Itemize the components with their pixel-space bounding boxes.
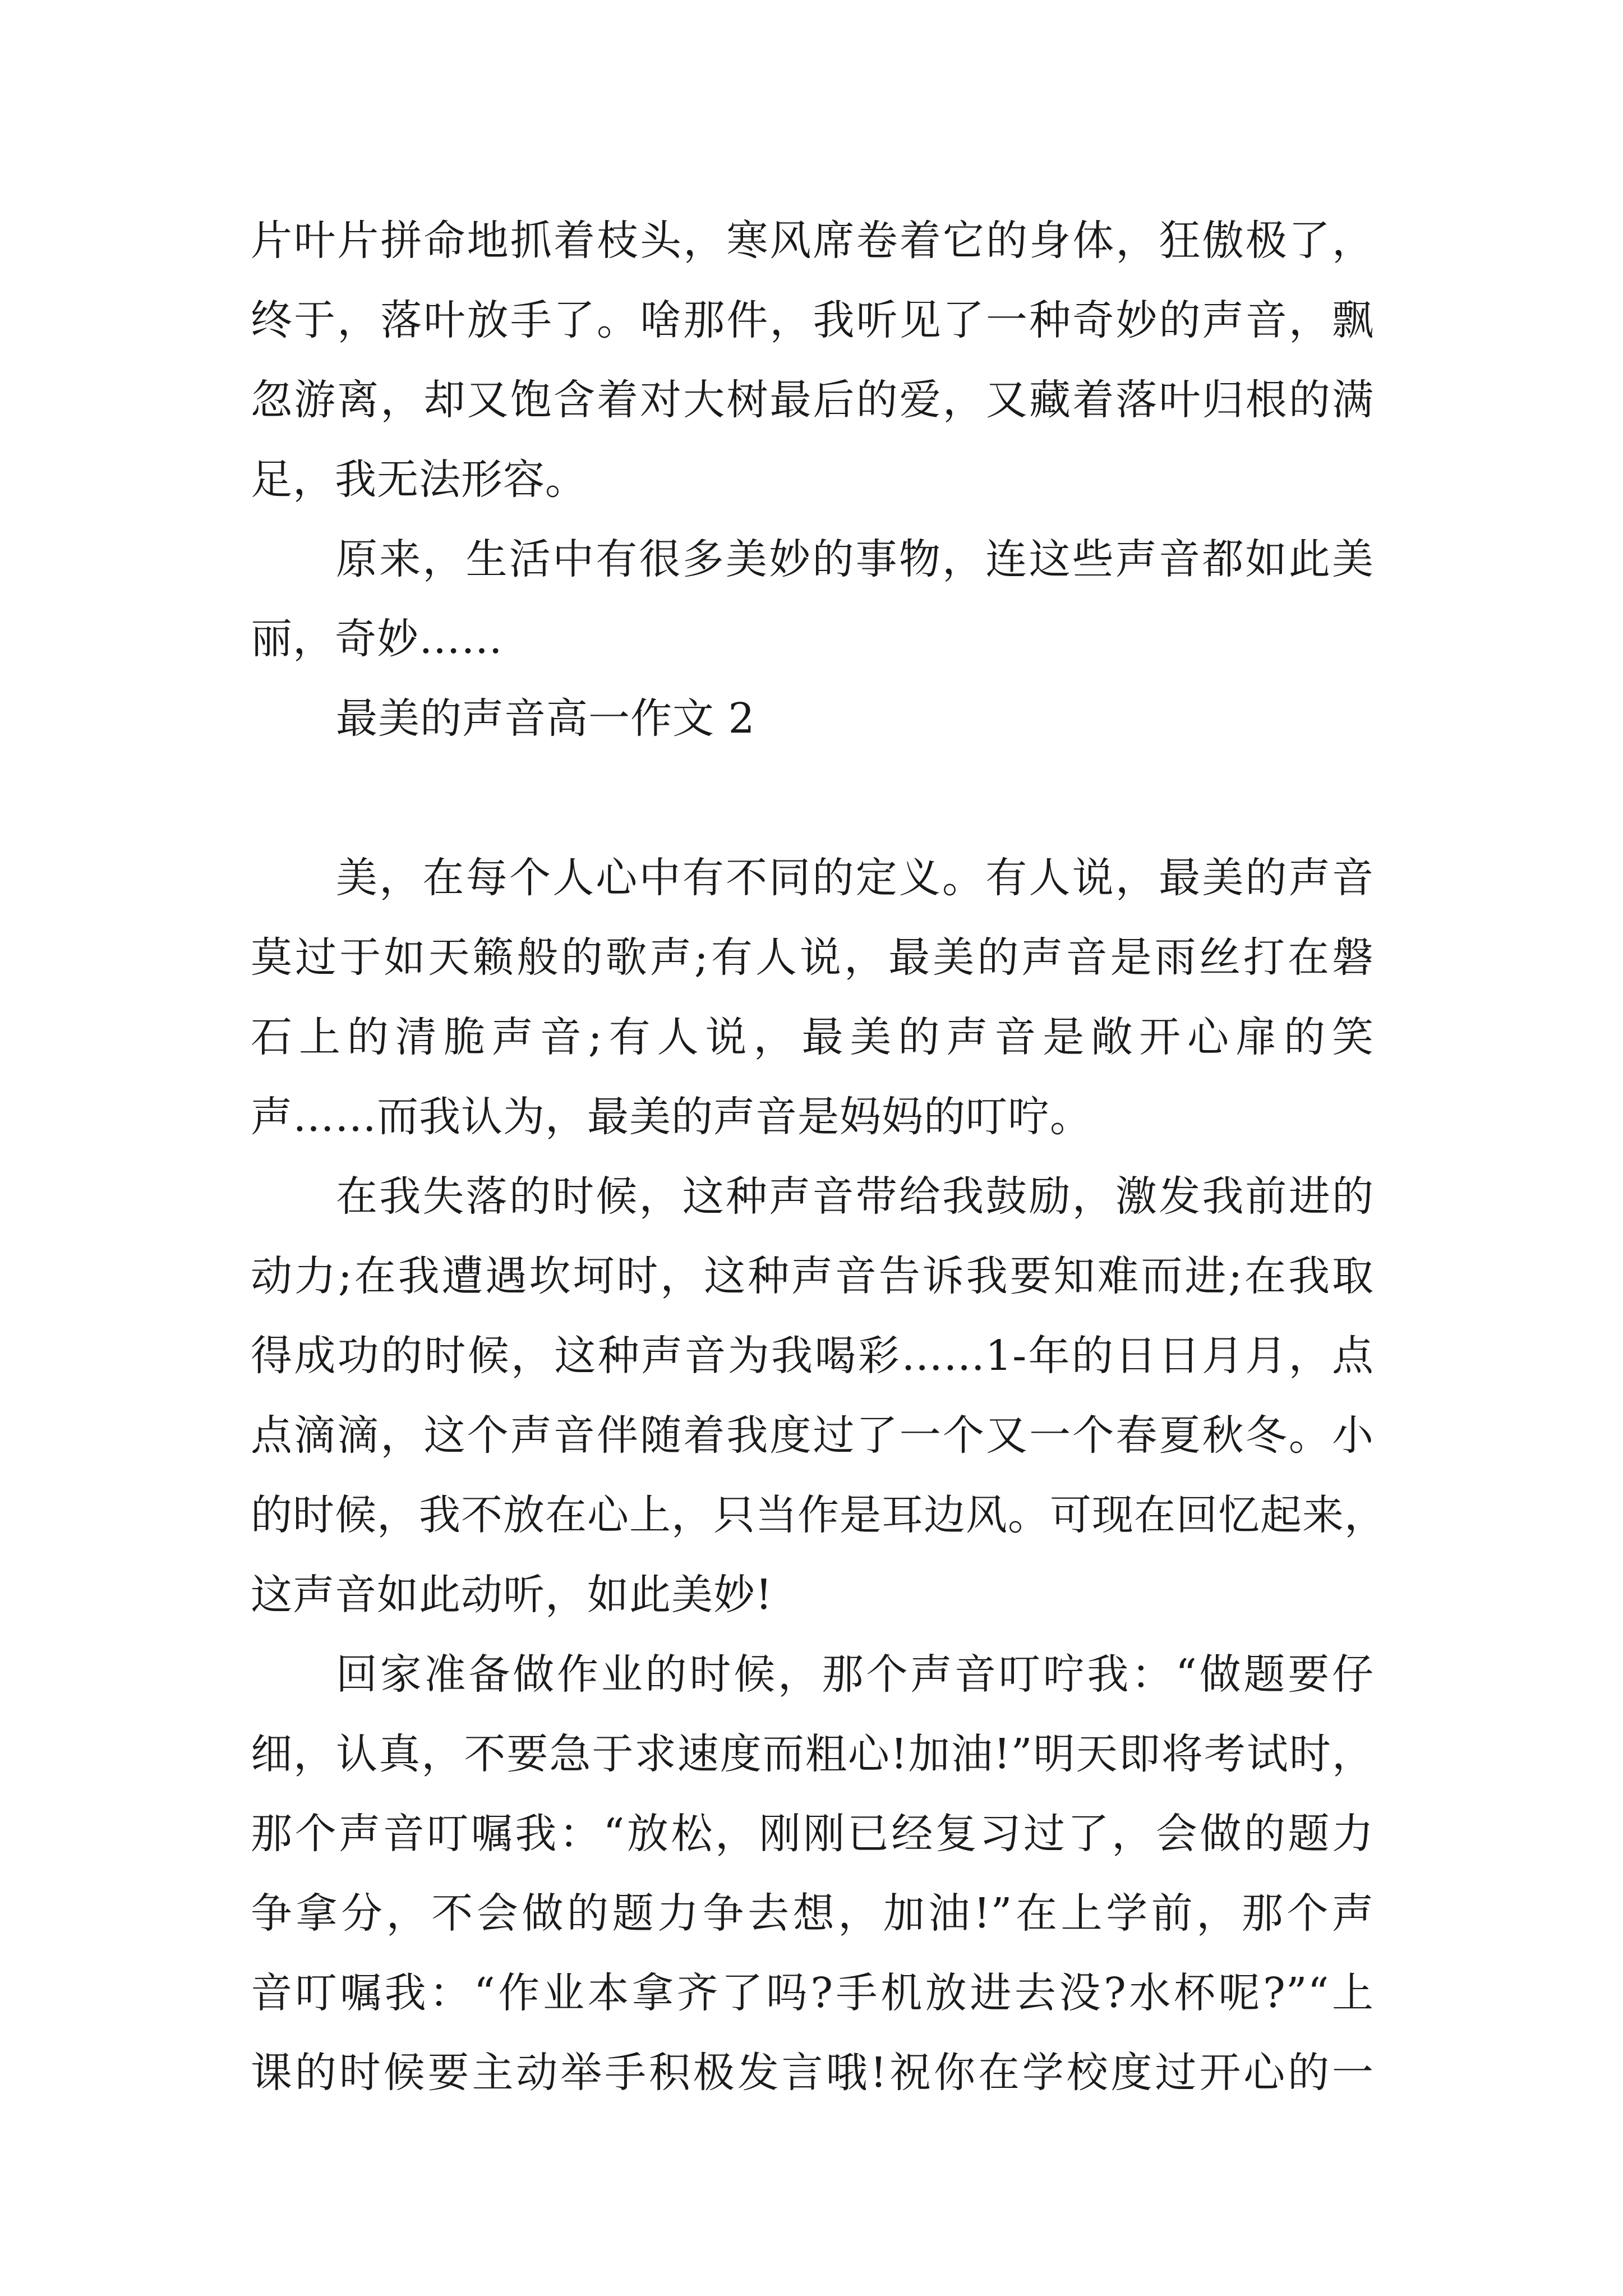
paragraph-definition — [251, 838, 1374, 1157]
text-line: 点滴滴，这个声音伴随着我度过了一个又一个春夏秋冬。小 — [251, 1411, 1374, 1460]
text-line: 的时候，我不放在心上，只当作是耳边风。可现在回忆起来， — [251, 1491, 1386, 1539]
text-line: 莫过于如天籁般的歌声;有人说，最美的声音是雨丝打在磐 — [251, 933, 1374, 982]
text-line: 这声音如此动听，如此美妙! — [251, 1571, 773, 1619]
text-line: 那个声音叮嘱我：“放松，刚刚已经复习过了，会做的题力 — [251, 1810, 1374, 1858]
text-line: 片叶片拼命地抓着枝头，寒风席卷着它的身体，狂傲极了， — [251, 217, 1374, 265]
text-line: 忽游离，却又饱含着对大树最后的爱，又藏着落叶归根的满 — [251, 376, 1374, 424]
text-line: 动力;在我遭遇坎坷时，这种声音告诉我要知难而进;在我取 — [251, 1252, 1374, 1300]
paragraph-reminders — [251, 1635, 1374, 2113]
text-line: 细，认真，不要急于求速度而粗心!加油!”明天即将考试时， — [251, 1730, 1374, 1778]
text-line: 争拿分，不会做的题力争去想，加油!”在上学前，那个声 — [251, 1889, 1374, 1938]
text-line: 在我失落的时候，这种声音带给我鼓励，激发我前进的 — [336, 1172, 1374, 1221]
paragraph-falling-leaf — [251, 201, 1374, 519]
text-line: 美，在每个人心中有不同的定义。有人说，最美的声音 — [336, 854, 1374, 902]
text-line: 得成功的时候，这种声音为我喝彩……1-年的日日月月，点 — [251, 1332, 1374, 1380]
paragraph-encouragement — [251, 1157, 1386, 1635]
essay-title: 最美的声音高一作文 2 — [336, 694, 755, 743]
text-line: 课的时候要主动举手积极发言哦!祝你在学校度过开心的一 — [251, 2049, 1374, 2097]
text-line: 石上的清脆声音;有人说，最美的声音是敞开心扉的笑 — [251, 1013, 1374, 1061]
essay-heading — [251, 679, 1374, 758]
text-line: 足，我无法形容。 — [251, 455, 587, 504]
text-line: 音叮嘱我：“作业本拿齐了吗?手机放进去没?水杯呢?”“上 — [251, 1969, 1374, 2017]
text-line: 回家准备做作业的时候，那个声音叮咛我：“做题要仔 — [336, 1650, 1374, 1699]
paragraph-conclusion — [251, 519, 1374, 679]
text-line: 丽，奇妙…… — [251, 615, 503, 663]
document-body — [251, 201, 1386, 2113]
text-line: 原来，生活中有很多美妙的事物，连这些声音都如此美 — [336, 535, 1374, 583]
blank-line — [251, 758, 1374, 838]
text-line: 终于，落叶放手了。啥那件，我听见了一种奇妙的声音，飘 — [251, 296, 1374, 344]
text-line: 声……而我认为，最美的声音是妈妈的叮咛。 — [251, 1093, 1092, 1141]
